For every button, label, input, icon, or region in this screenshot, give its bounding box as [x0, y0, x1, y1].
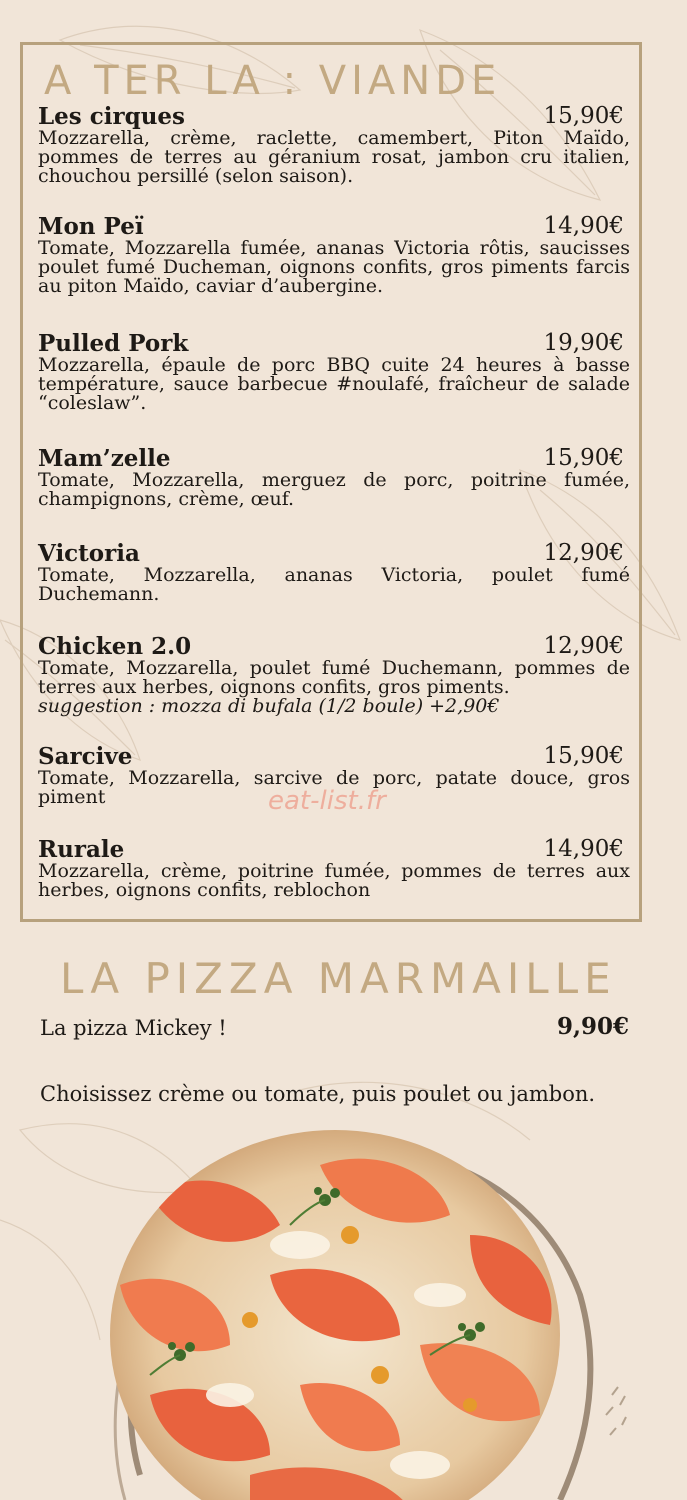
menu-item-price: 12,90€	[543, 633, 624, 659]
menu-item-price: 14,90€	[543, 836, 624, 862]
menu-item-name: Mam’zelle	[38, 445, 171, 472]
kids-section-title: LA PIZZA MARMAILLE	[60, 954, 617, 1003]
menu-item-name: Sarcive	[38, 743, 133, 770]
kids-item-name: La pizza Mickey !	[40, 1016, 227, 1040]
kids-item-note: Choisissez crème ou tomate, puis poulet ou jambon.	[40, 1082, 596, 1106]
menu-item-name: Pulled Pork	[38, 330, 189, 357]
menu-item-description: Mozzarella, crème, raclette, camembert, Piton Maïdo, pommes de terres au géranium rosat, jambon cru italien, chouchou persillé (selon saison).	[38, 127, 630, 187]
menu-item-name: Victoria	[38, 540, 140, 567]
menu-item-description: Tomate, Mozzarella, sarcive de porc, patate douce, gros piment	[38, 767, 630, 808]
menu-item-price: 14,90€	[543, 213, 624, 239]
menu-item-name: Rurale	[38, 836, 125, 863]
menu-item-price: 19,90€	[543, 330, 624, 356]
menu-item-suggestion: suggestion : mozza di bufala (1/2 boule) +2,90€	[38, 695, 500, 717]
menu-item-description: Tomate, Mozzarella, poulet fumé Duchemann, pommes de terres aux herbes, oignons confits, gros piments.	[38, 657, 630, 698]
menu-item-price: 15,90€	[543, 743, 624, 769]
menu-item-description: Mozzarella, crème, poitrine fumée, pommes de terres aux herbes, oignons confits, reblochon	[38, 860, 630, 901]
kids-item-price: 9,90€	[556, 1013, 629, 1040]
menu-item-name: Chicken 2.0	[38, 633, 192, 660]
watermark: eat-list.fr	[268, 786, 386, 816]
menu-item-description: Mozzarella, épaule de porc BBQ cuite 24 heures à basse température, sauce barbecue #noulafé, fraîcheur de salade “coleslaw”.	[38, 354, 630, 414]
menu-item-price: 15,90€	[543, 445, 624, 471]
menu-item-name: Les cirques	[38, 103, 186, 130]
menu-item-price: 15,90€	[543, 103, 624, 129]
pizza-photo	[0, 1105, 687, 1500]
meat-section-title: A TER LA : VIANDE	[44, 58, 502, 104]
menu-item-price: 12,90€	[543, 540, 624, 566]
menu-item-name: Mon Peï	[38, 213, 144, 240]
menu-item-description: Tomate, Mozzarella, ananas Victoria, poulet fumé Duchemann.	[38, 564, 630, 605]
menu-item-description: Tomate, Mozzarella, merguez de porc, poitrine fumée, champignons, crème, œuf.	[38, 469, 630, 510]
menu-item-description: Tomate, Mozzarella fumée, ananas Victoria rôtis, saucisses poulet fumé Ducheman, oignons confits, gros piments farcis au piton Maïdo, caviar d’aubergine.	[38, 237, 630, 297]
